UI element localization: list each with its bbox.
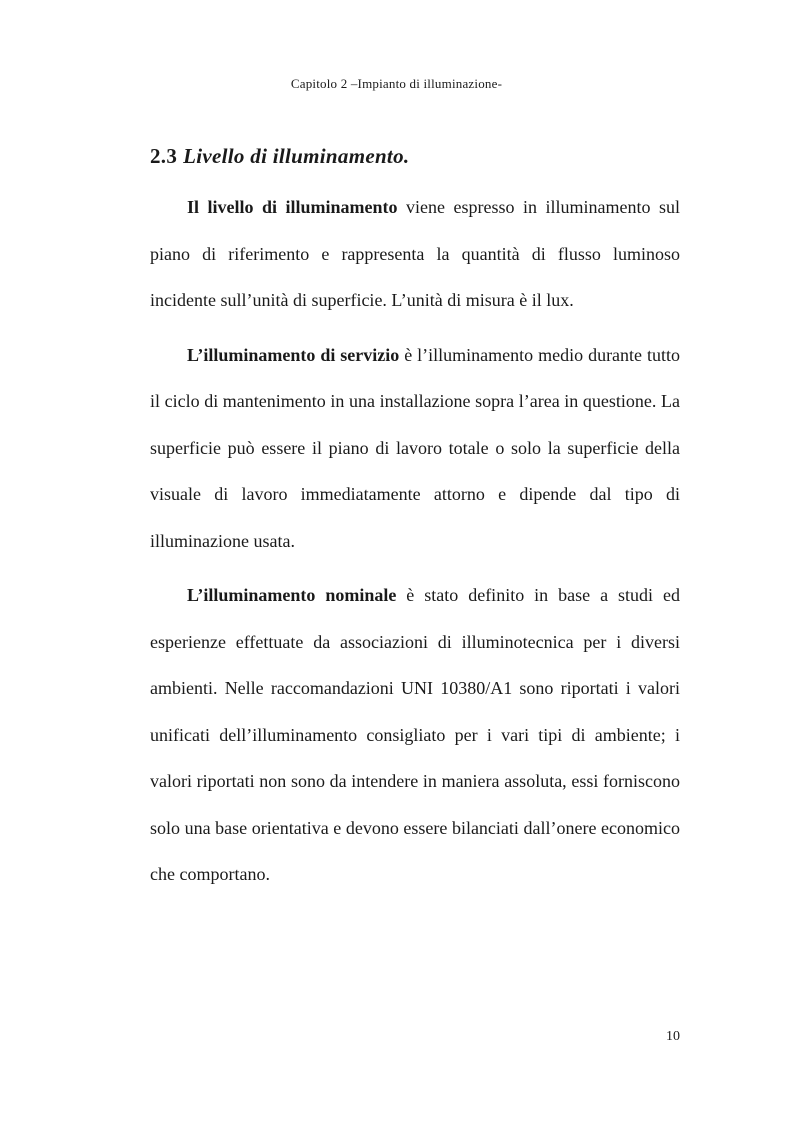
running-header: Capitolo 2 –Impianto di illuminazione- [290,76,503,91]
section-number: 2.3 [150,144,178,168]
paragraph-livello-term: Il livello di illuminamento [187,197,398,217]
paragraph-nominale-text: è stato definito in base a studi ed esperienze effettuate da associazioni di illuminotecnica per i diversi ambienti. Nelle raccomandazioni UNI 10380/A1 sono riportati i valori unificati dell’illuminamento consigliato per i vari tipi di ambiente; i valori riportati non sono da intendere in maniera assoluta, essi forniscono solo una base orientativa e devono essere bilanciati dall’onere economico che comportano. [150,585,680,884]
section-heading [150,144,409,169]
body-text [150,184,680,906]
paragraph-livello-text: viene espresso in illuminamento sul piano di riferimento e rappresenta la quantità di flusso luminoso incidente sull’unità di superficie. L’unità di misura è il lux. [150,197,680,310]
paragraph-servizio [150,332,680,565]
paragraph-servizio-term: L’illuminamento di servizio [187,344,400,365]
paragraph-livello [150,184,680,324]
paragraph-servizio-text: è l’illuminamento medio durante tutto il ciclo di mantenimento in una installazione sopra l’area in questione. La superficie può essere il piano di lavoro totale o solo la superficie della visuale di lavoro immediatamente attorno e dipende dal tipo di illuminazione usata. [150,344,681,551]
paragraph-nominale [150,572,680,898]
page-number: 10 [666,1029,680,1044]
paragraph-nominale-term: L’illuminamento nominale [187,585,397,605]
section-title: Livello di illuminamento. [183,144,410,168]
